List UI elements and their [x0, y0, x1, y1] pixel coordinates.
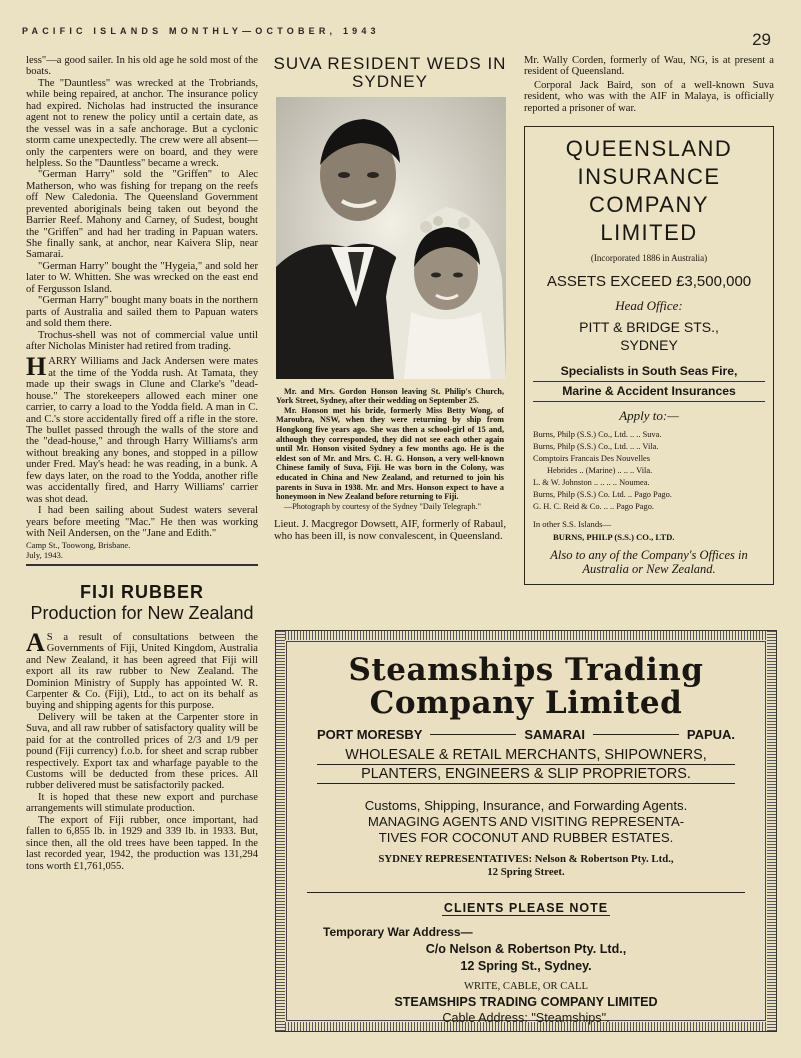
agent-row: Burns, Philp (S.S.) Co. Ltd. .. Pago Pago. — [533, 489, 672, 499]
merchants-line: WHOLESALE & RETAIL MERCHANTS, SHIPOWNERS, — [317, 746, 735, 765]
left-column — [26, 55, 258, 872]
queensland-insurance-ad — [524, 126, 774, 585]
customs-line: MANAGING AGENTS AND VISITING REPRESENTA- — [367, 813, 685, 829]
steamships-ad — [275, 630, 777, 1032]
dowsett-note: Lieut. J. Macgregor Dowsett, AIF, formerly of Rabaul, who has been ill, is now convalescent, in Queensland. — [274, 519, 506, 543]
temporary-address — [287, 941, 765, 975]
corden-note: Mr. Wally Corden, formerly of Wau, NG, is at present a resident of Queensland. — [524, 55, 774, 78]
paragraph: "German Harry" sold the "Griffen" to Alec Matherson, who was fishing for trepang on the reefs off New Caledonia. The Queensland Government prevented aboriginals being taken out beyond the Barrier Reef. Mahony and Carney, of Sudest, bought the "Griffen" and had her trading in Papuan waters. She finally sank, at anchor, near Kaivera Slip, near Samarai. — [26, 169, 258, 261]
right-column — [524, 55, 774, 585]
author-date: July, 1943. — [26, 549, 63, 560]
border-hatch — [276, 631, 285, 1031]
customs-block — [287, 798, 765, 846]
ad-content — [286, 641, 766, 1026]
photo-caption — [270, 387, 510, 512]
caption-body: Mr. Honson met his bride, formerly Miss Betty Wong, of Maroubra, NSW, when they were returning by ship from Hongkong five years ago. She was then a school-girl of 15 and, although they corresponded, they did not see each other again until Mr. Honson visited Sydney a few months ago. He is the eldest son of Mr. and Mrs. C. H. G. Honson, a very well-known Chinese family of Suva, Fiji. He was born in the Colony, was educated in China and New Zealand, and returned to join his parents in Suva in 1938. Mr. and Mrs. Honson expect to have a honeymoon in New Zealand before returning to Fiji. — [276, 405, 504, 502]
company-name — [533, 135, 765, 247]
port: PORT MORESBY — [317, 726, 423, 742]
agent-row: Burns, Philp (S.S.) Co., Ltd. .. .. Suva. — [533, 429, 662, 439]
author-place: Camp St., Toowong, Brisbane. — [26, 540, 131, 551]
paragraph: Delivery will be taken at the Carpenter store in Suva, and all raw rubber of satisfactory quality will be paid for at the controlled prices of 2/3 and 1/9 per pound (Fiji currency) f.o.b. for sheet and scrap rubber respectively. Export tax and wharfage payable to the Customs will be deducted from these prices. All rubber delivered must be satisfactorily packed. — [26, 711, 258, 792]
name-line: COMPANY — [588, 192, 710, 218]
address-line: SYDNEY — [620, 337, 678, 354]
apply-label: Apply to:— — [619, 408, 679, 424]
address-line: C/o Nelson & Robertson Pty. Ltd., — [425, 942, 627, 957]
sydney-representatives — [287, 853, 765, 878]
address-line: PITT & BRIDGE STS., — [579, 318, 719, 335]
caption-lead: Mr. and Mrs. Gordon Honson leaving St. Philip's Church, York Street, Sydney, after their wedding on September 25. — [276, 386, 504, 406]
clients-notice — [287, 901, 765, 915]
other-islands — [533, 518, 765, 544]
name-line: LIMITED — [600, 220, 698, 245]
wedding-photo — [276, 97, 506, 379]
temporary-address-label: Temporary War Address— — [323, 925, 473, 940]
article-title: FIJI RUBBER — [79, 582, 204, 603]
paragraph: The export of Fiji rubber, once important, had fallen to 6,855 lb. in 1929 and 339 lb. in 1933. But, since then, all the old trees have been tapped. In the last recorded year, 1942, the production was 131,294 tons worth £1,761,055. — [26, 814, 258, 872]
baird-note: Corporal Jack Baird, son of a well-known Suva resident, who was with the AIF in Malaya, is officially reported a prisoner of war. — [524, 79, 774, 114]
sydney-line: SYDNEY REPRESENTATIVES: Nelson & Robertson Pty. Ltd., — [378, 853, 674, 866]
merchants-line: PLANTERS, ENGINEERS & SLIP PROPRIETORS. — [317, 765, 735, 784]
agent-row: Burns, Philp (S.S.) Co., Ltd. .. .. Vila. — [533, 441, 659, 451]
paragraph: I had been sailing about Sudest waters several years before meeting "Mac." He then was working with Neil Andersen, on the "Jane and Edith." — [26, 505, 258, 539]
head-office-address — [533, 318, 765, 354]
name-line: INSURANCE — [577, 164, 721, 190]
agent-row: G. H. C. Reid & Co. .. .. Pago Pago. — [533, 501, 654, 511]
agent-row: L. & W. Johnston .. .. .. .. Noumea. — [533, 477, 650, 487]
divider — [307, 892, 745, 893]
title-line: Company Limited — [369, 685, 683, 722]
company-name-footer: STEAMSHIPS TRADING COMPANY LIMITED — [394, 995, 658, 1010]
paragraph: It is hoped that these new export and purchase arrangements will stimulate production. — [26, 791, 258, 815]
port: PAPUA. — [686, 726, 736, 742]
running-head: PACIFIC ISLANDS MONTHLY—OCTOBER, 1943 — [22, 26, 380, 36]
paragraph: "German Harry" bought the "Hygeia," and sold her later to W. Whitten. She was wrecked on the east end of Fergusson Island. — [26, 260, 258, 295]
specialists — [533, 362, 765, 402]
agent-row: Comptoirs Francais Des Nouvelles — [533, 453, 651, 463]
fiji-rubber-article — [26, 564, 258, 872]
divider — [593, 734, 679, 736]
harry-williams-paragraph: HARRY Williams and Jack Andersen were mates at the time of the Yodda rush. At Tamata, they made up their swags in Clune and Clarke's "dead-house." The storekeepers allowed each miner one carrier, to carry a load to the Yodda field. A man in C. and C.'s store accidentally fired off a rifle in the store. The bullet passed through the walls of the store and the "dead-house," and through Harry Williams's arm without breaking any bones, and stopped in a pillow under Fred. May's head: he was reading, in a bunk. A few days later, on the road to the Yodda, another rifle was accidentally fired, and Harry Williams' carrier was shot dead. — [26, 352, 258, 505]
article-title: SUVA RESIDENT WEDS IN SYDNEY — [273, 54, 507, 91]
port: SAMARAI — [524, 726, 585, 742]
spec-line: Marine & Accident Insurances — [533, 382, 765, 402]
photo-credit: —Photograph by courtesy of the Sydney "Daily Telegraph." — [284, 501, 481, 511]
other-agent: BURNS, PHILP (S.S.) CO., LTD. — [553, 532, 675, 543]
also-offices: Also to any of the Company's Offices in Australia or New Zealand. — [550, 547, 748, 576]
border-hatch — [767, 631, 776, 1031]
agent-row: Hebrides .. (Marine) .. .. .. Vila. — [547, 465, 653, 475]
agents-table — [533, 428, 765, 512]
customs-line: Customs, Shipping, Insurance, and Forwarding Agents. — [364, 797, 688, 813]
address-line: 12 Spring St., Sydney. — [460, 959, 592, 974]
incorporated: (Incorporated 1886 in Australia) — [590, 252, 708, 263]
paragraph: less"—a good sailer. In his old age he sold most of the boats. — [26, 55, 258, 78]
assets: ASSETS EXCEED £3,500,000 — [546, 272, 752, 290]
notice-text: CLIENTS PLEASE NOTE — [443, 901, 609, 916]
middle-column — [270, 55, 510, 543]
company-title — [287, 654, 765, 721]
paragraph: "German Harry" bought many boats in the northern parts of Australia and sailed them to Papuan waters and sold them there. — [26, 295, 258, 330]
spec-line: Specialists in South Seas Fire, — [533, 362, 765, 382]
paragraph: The "Dauntless" was wrecked at the Trobriands, while being repaired, at anchor. The insurance policy had expired. Nicholas had instructed the insurance agent not to renew the policy until a certain date, as the vessel was in a safe anchorage. But a cyclonic storm came unexpectedly. The crew were all absent—only the carpenters were on board, and they were helpless. So the "Dauntless" became a wreck. — [26, 77, 258, 169]
german-harry-article — [26, 55, 258, 560]
sydney-line: 12 Spring Street. — [487, 865, 565, 878]
other-label: In other S.S. Islands— — [533, 519, 612, 530]
border-hatch — [276, 631, 776, 640]
cable-address: Cable Address: "Steamships". — [442, 1011, 610, 1026]
ports-line — [317, 727, 735, 742]
merchants — [287, 746, 765, 784]
article-subtitle: Production for New Zealand — [30, 603, 254, 624]
title-line: Steamships Trading — [348, 652, 704, 688]
customs-line: TIVES FOR COCONUT AND RUBBER ESTATES. — [378, 829, 674, 845]
paragraph: Trochus-shell was not of commercial value until after Nicholas Minister had retired from trading. — [26, 329, 258, 352]
paragraph: AS a result of consultations between the Governments of Fiji, United Kingdom, Australia and New Zealand, it has been agreed that Fiji will export all its raw rubber to New Zealand. The Dominion Ministry of Supply has appointed W. R. Carpenter & Co. (Fiji), Ltd., to act on its behalf as buying and shipping agents for this purpose. — [26, 627, 258, 712]
divider — [430, 734, 516, 736]
head-office-label: Head Office: — [615, 297, 683, 313]
page-number: 29 — [752, 30, 771, 49]
name-line: QUEENSLAND — [565, 136, 733, 162]
write-cable-call: WRITE, CABLE, OR CALL — [464, 981, 588, 993]
